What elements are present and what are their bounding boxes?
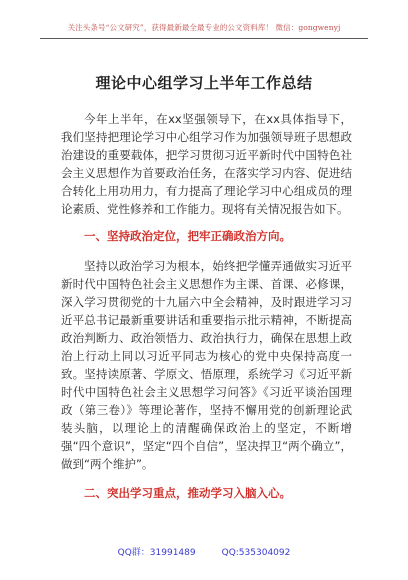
- document-title: 理论中心组学习上半年工作总结: [95, 74, 313, 92]
- section-paragraph-1: 坚持以政治学习为根本，始终把学懂弄通做实习近平新时代中国特色社会主义思想作为主课、首课、必修课，深入学习贯彻党的十九届六中全会精神，及时跟进学习习近平总书记最新重要讲话和重要指示批示精神，不断提高政治判断力、政治领悟力、政治执行力，确保在思想上政治上行动上同以习近平同志为核心的党中央保持高度一致。坚持读原著、学原文、悟原理，系统学习《习近平新时代中国特色社会主义思想学习问答》《习近平谈治国理政（第三卷）》等理论著作，坚持不懈用党的创新理论武装头脑，以理论上的清醒确保政治上的坚定，不断增强“四个意识”，坚定“四个自信”，坚决捍卫“两个确立”，做到“两个维护”。: [61, 259, 352, 471]
- intro-paragraph: 今年上半年，在xx坚强领导下，在xx具体指导下，我们坚持把理论学习中心组学习作为加强领导班子思想政治建设的重要载体，把学习贯彻习近平新时代中国特色社会主义思想作为首要政治任务，在落实学习内容、促进结合转化上用功用力，有力提高了理论学习中心组成员的理论素质、党性修养和工作能力。现将有关情况报告如下。: [61, 112, 352, 216]
- document-body: [61, 110, 352, 514]
- section-heading-2: 二、突出学习重点，推动学习入脑入心。: [84, 486, 291, 500]
- header-banner: 关注头条号“公文研究”，获得最新最全最专业的公文资料库！ 微信：gongwenyj: [67, 23, 341, 32]
- header-divider: [40, 38, 368, 39]
- footer-qq: QQ:535304092: [221, 548, 291, 558]
- footer-qq-group: QQ群：31991489: [117, 548, 196, 558]
- footer-contact: [0, 545, 408, 558]
- section-heading-1: 一、坚持政治定位，把牢正确政治方向。: [84, 229, 291, 243]
